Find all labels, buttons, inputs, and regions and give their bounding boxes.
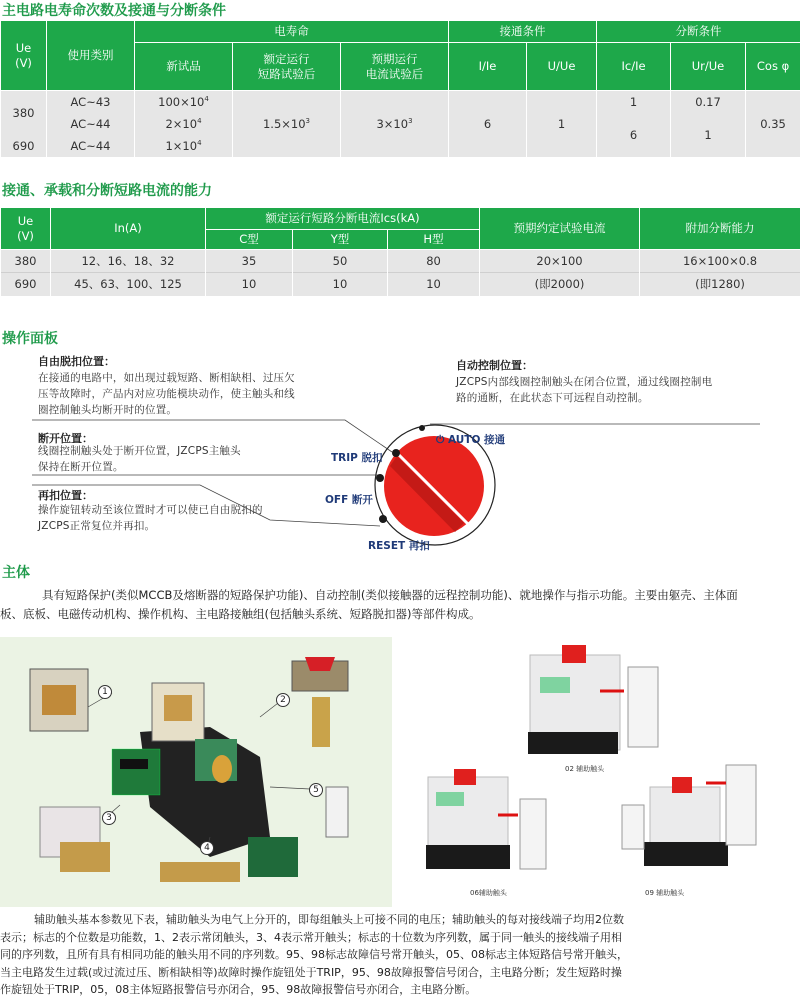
ue-cell: 380 (1, 250, 51, 273)
life-header: 电寿命 (135, 21, 449, 43)
product-09-aux (726, 765, 756, 845)
ic-ie-cell: 1 (597, 91, 671, 113)
product-06-knob (454, 769, 476, 785)
auto-label: ⏻ AUTO 接通 (436, 434, 506, 446)
table-row (1, 250, 800, 273)
c-cell: 35 (206, 250, 293, 273)
coil-set (160, 862, 240, 882)
i-ie-cell: 6 (449, 91, 527, 157)
in-cell: 12、16、18、32 (51, 250, 206, 273)
rated-header: 额定运行 短路试验后 (233, 43, 341, 91)
reset-label: RESET 再扣 (368, 540, 430, 552)
trip-dot (392, 449, 400, 457)
new-cell: $2\times 10^4$ (135, 113, 233, 135)
pcb-display (120, 759, 148, 769)
c-cell: 10 (206, 273, 293, 296)
expected-cell: (即2000) (480, 273, 640, 296)
off-text: 线圈控制触头处于断开位置，JZCPS主触头 保持在断开位置。 (38, 445, 241, 473)
product-06-display (436, 792, 464, 806)
u-ue-header: U/Ue (527, 43, 597, 91)
power-icon: ⏻ (436, 434, 445, 446)
main-coil (164, 695, 192, 721)
callout-5-line (270, 787, 310, 789)
callout-5: 5 (309, 783, 323, 797)
cos-header: Cos φ (746, 43, 800, 91)
aux-contact-part (326, 787, 348, 837)
pcb-board (112, 749, 160, 795)
ur-ue-header: Ur/Ue (671, 43, 746, 91)
body-section-title: 主体 (2, 565, 30, 581)
expected-cell: $3\times 10^3$ (341, 91, 449, 157)
ics-header: 额定运行短路分断电流Ics(kA) (206, 208, 480, 230)
life-table (0, 20, 800, 157)
short-section-title: 接通、承载和分断短路电流的能力 (2, 183, 212, 199)
product-02-display (540, 677, 570, 693)
h-type-header: H型 (388, 230, 480, 250)
panel-section-title: 操作面板 (2, 331, 58, 347)
table-row (1, 273, 800, 296)
product-06-aux (520, 799, 546, 869)
callout-2: 2 (276, 693, 290, 707)
product-02-base (528, 732, 618, 754)
callout-4: 4 (200, 841, 214, 855)
y-cell: 10 (293, 273, 388, 296)
free-trip-leader-line (32, 420, 392, 452)
h-cell: 10 (388, 273, 480, 296)
ur-ue-cell: 1 (671, 113, 746, 157)
c-type-header: C型 (206, 230, 293, 250)
ur-ue-cell: 0.17 (671, 91, 746, 113)
category-cell: AC~44 (47, 113, 135, 135)
free-trip-title: 自由脱扣位置： (38, 355, 115, 368)
u-ue-cell: 1 (527, 91, 597, 157)
caption-02: 02 辅助触头 (565, 765, 605, 773)
ue-cell: 690 (1, 135, 47, 157)
ic-ie-cell: 6 (597, 113, 671, 157)
auto-text: JZCPS内部线圈控制触头在闭合位置，通过线圈控制电 路的通断，在此状态下可远程自动控制。 (456, 376, 713, 404)
off-title: 断开位置： (38, 432, 93, 445)
i-ie-header: I/Ie (449, 43, 527, 91)
extra-breaking-header: 附加分断能力 (640, 208, 800, 250)
product-09-knob (672, 777, 692, 793)
product-02-aux (628, 667, 658, 747)
new-header: 新试品 (135, 43, 233, 91)
reset-text: 操作旋钮转动至该位置时才可以使已自由脱扣的 JZCPS正常复位并再扣。 (38, 504, 263, 532)
new-cell: $1\times 10^4$ (135, 135, 233, 157)
knob-module-red-cap (305, 657, 335, 671)
ue-header: Ue (V) (1, 208, 51, 250)
knob-module-spring (312, 697, 330, 747)
exploded-view-photo (0, 637, 392, 907)
extra-cell: 16×100×0.8 (640, 250, 800, 273)
terminal-copper (60, 842, 110, 872)
exploded-view-illustration (0, 637, 392, 907)
reset-title: 再扣位置： (38, 489, 93, 502)
ic-ie-header: Ic/Ie (597, 43, 671, 91)
callout-1: 1 (98, 685, 112, 699)
callout-3: 3 (102, 811, 116, 825)
usage-header: 使用类别 (47, 21, 135, 91)
product-06-base (426, 845, 510, 869)
knob-diagram (0, 340, 800, 560)
new-cell: $100\times 10^4$ (135, 91, 233, 113)
ue-header: Ue (V) (1, 21, 47, 91)
product-02-knob (562, 645, 586, 663)
product-09-base (644, 842, 728, 866)
auto-title: 自动控制位置： (456, 359, 533, 372)
rated-cell: $1.5\times 10^3$ (233, 91, 341, 157)
short-circuit-table (0, 207, 800, 296)
product-09-aux-left (622, 805, 644, 849)
category-cell: AC~43 (47, 91, 135, 113)
contactor-coil (42, 685, 76, 715)
h-cell: 80 (388, 250, 480, 273)
off-dot (376, 474, 384, 482)
aux-contact-text: 辅助触头基本参数见下表，辅助触头为电气上分开的，即每组触头上可接不同的电压；辅助触头的每对接线端子均用2位数 表示；标志的个位数是功能数，1、2表示常闭触头，3、4表示常开触头；标志的十位数为序列数，属于同一触头的接线端子用相 同的序列数，且所有具有相同功能的触头用不同的序列数。95、98标志故障信号常开触头，05、08标志主体短路信号常开触头， 当主电路发生过载(或过流过压、断相缺相等)故障时操作旋钮处于TRIP，95、98故障报警信号闭合，主电路分断；发生短路时操 作旋钮处于TRIP，05，08主体短路报警信号亦闭合，95、98故障报警信号亦闭合，主电路分断。 (0, 913, 628, 996)
ue-cell: 690 (1, 273, 51, 296)
expected-current-header: 预期约定试验电流 (480, 208, 640, 250)
ue-cell: 380 (1, 91, 47, 135)
caption-06: 06辅助触头 (470, 889, 507, 897)
make-header: 接通条件 (449, 21, 597, 43)
aux-contact-photos (410, 637, 800, 907)
in-header: In(A) (51, 208, 206, 250)
y-cell: 50 (293, 250, 388, 273)
break-header: 分断条件 (597, 21, 800, 43)
trip-coil (212, 755, 232, 783)
reset-dot (379, 515, 387, 523)
table-row (1, 91, 800, 113)
category-cell: AC~44 (47, 135, 135, 157)
auto-dot (419, 425, 425, 431)
body-intro: 具有短路保护(类似MCCB及熔断器的短路保护功能)、自动控制(类似接触器的远程控制功能)、就地操作与指示功能。主要由躯壳、主体面 板、底板、电磁传动机构、操作机构、主电路接触组(包括触头系统、短路脱扣器)等部件构成。 (0, 588, 738, 621)
trip-label: TRIP 脱扣 (331, 452, 383, 464)
caption-09: 09 辅助触头 (645, 889, 685, 897)
y-type-header: Y型 (293, 230, 388, 250)
life-section-title: 主电路电寿命次数及接通与分断条件 (2, 3, 226, 19)
free-trip-text: 在接通的电路中，如出现过载短路、断相缺相、过压欠 压等故障时，产品内对应功能模块动作，使主触头和线 圈控制触头均断开时的位置。 (38, 372, 295, 416)
expected-header: 预期运行 电流试验后 (341, 43, 449, 91)
expected-cell: 20×100 (480, 250, 640, 273)
callout-3-line (112, 805, 120, 812)
off-label: OFF 断开 (325, 494, 373, 506)
coil-pcb (248, 837, 298, 877)
cos-cell: 0.35 (746, 91, 800, 157)
extra-cell: (即1280) (640, 273, 800, 296)
in-cell: 45、63、100、125 (51, 273, 206, 296)
